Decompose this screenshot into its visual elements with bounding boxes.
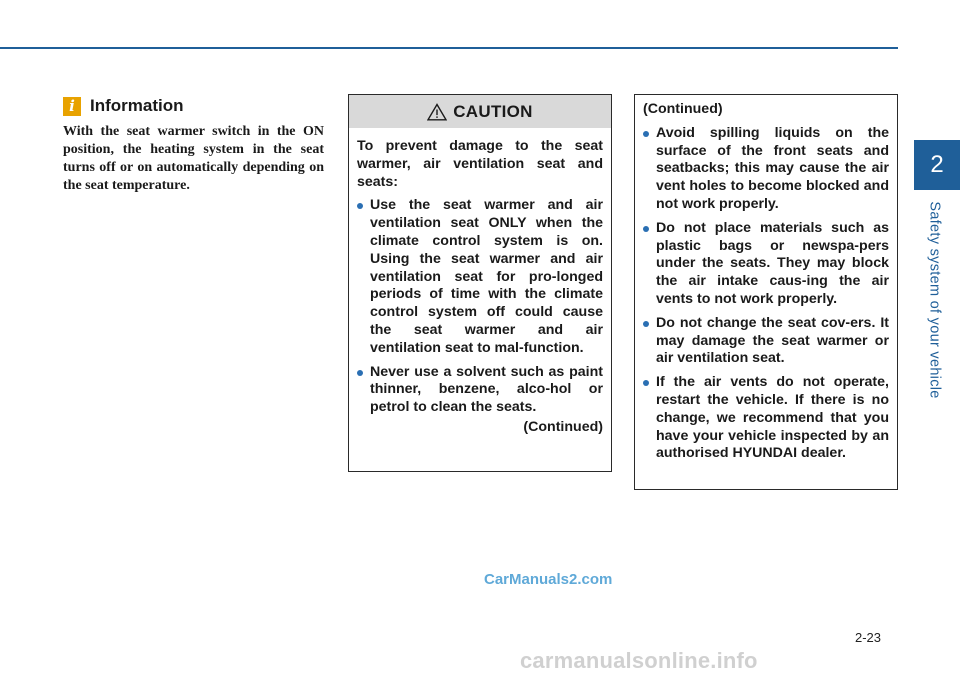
bullet-dot — [643, 321, 649, 327]
continued-bullet — [643, 125, 889, 214]
continued-bullet — [643, 315, 889, 368]
watermark-carmanuals2[interactable]: CarManuals2.com — [484, 571, 613, 588]
continued-bullet-text: Do not change the seat cov-ers. It may damage the seat warmer or air ventilation seat. — [656, 314, 889, 367]
caution-title: CAUTION — [453, 101, 533, 121]
chapter-title: Safety system of your vehicle — [927, 201, 943, 399]
continued-bullet-text: Do not place materials such as plastic bags or newspa-pers under the seats. They may block the air intake caus-ing the air vents to not work properly. — [656, 219, 889, 307]
continued-heading: (Continued) — [643, 101, 723, 117]
continued-body — [635, 95, 897, 463]
caution-bullet — [357, 197, 603, 357]
caution-body — [349, 128, 611, 437]
warning-triangle-icon — [427, 103, 447, 121]
watermark-carmanualsonline[interactable]: carmanualsonline.info — [520, 648, 758, 673]
chapter-number: 2 — [930, 151, 944, 178]
bullet-dot — [643, 226, 649, 232]
caution-intro: To prevent damage to the seat warmer, air ventilation seat and seats: — [357, 138, 603, 190]
header-rule — [0, 47, 898, 49]
bullet-dot — [357, 203, 363, 209]
continued-bullet-text: Avoid spilling liquids on the surface of the front seats and seatbacks; this may cause the air vent holes to become blocked and not work properly. — [656, 124, 889, 212]
bullet-dot — [643, 380, 649, 386]
info-icon: i — [63, 97, 81, 116]
caution-bullet — [357, 364, 603, 417]
continued-box — [634, 94, 898, 490]
information-heading — [63, 96, 184, 116]
continued-bullet-text: If the air vents do not operate, restart the vehicle. If there is no change, we recommend that you have your vehicle inspected by an authorised HYUNDAI dealer. — [656, 374, 889, 462]
caution-bullet-text: Never use a solvent such as paint thinner, benzene, alco-hol or petrol to clean the seats. — [370, 363, 603, 416]
caution-header — [349, 95, 611, 128]
information-text: With the seat warmer switch in the ON position, the heating system in the seat turns off or on automatically depending on the seat temperature. — [63, 124, 324, 193]
caution-bullet-text: Use the seat warmer and air ventilation seat ONLY when the climate control system is on. Using the seat warmer and air ventilation seat for pro-longed periods of time with the climate control system off could cause the seat warmer and air ventilation seat to mal-function. — [370, 197, 603, 356]
caution-continued: (Continued) — [523, 418, 603, 435]
information-title: Information — [90, 96, 184, 115]
continued-bullet — [643, 374, 889, 463]
bullet-dot — [357, 370, 363, 376]
chapter-tab — [914, 140, 960, 190]
continued-bullet — [643, 220, 889, 309]
page-number: 2-23 — [855, 630, 882, 645]
bullet-dot — [643, 131, 649, 137]
caution-box — [348, 94, 612, 472]
